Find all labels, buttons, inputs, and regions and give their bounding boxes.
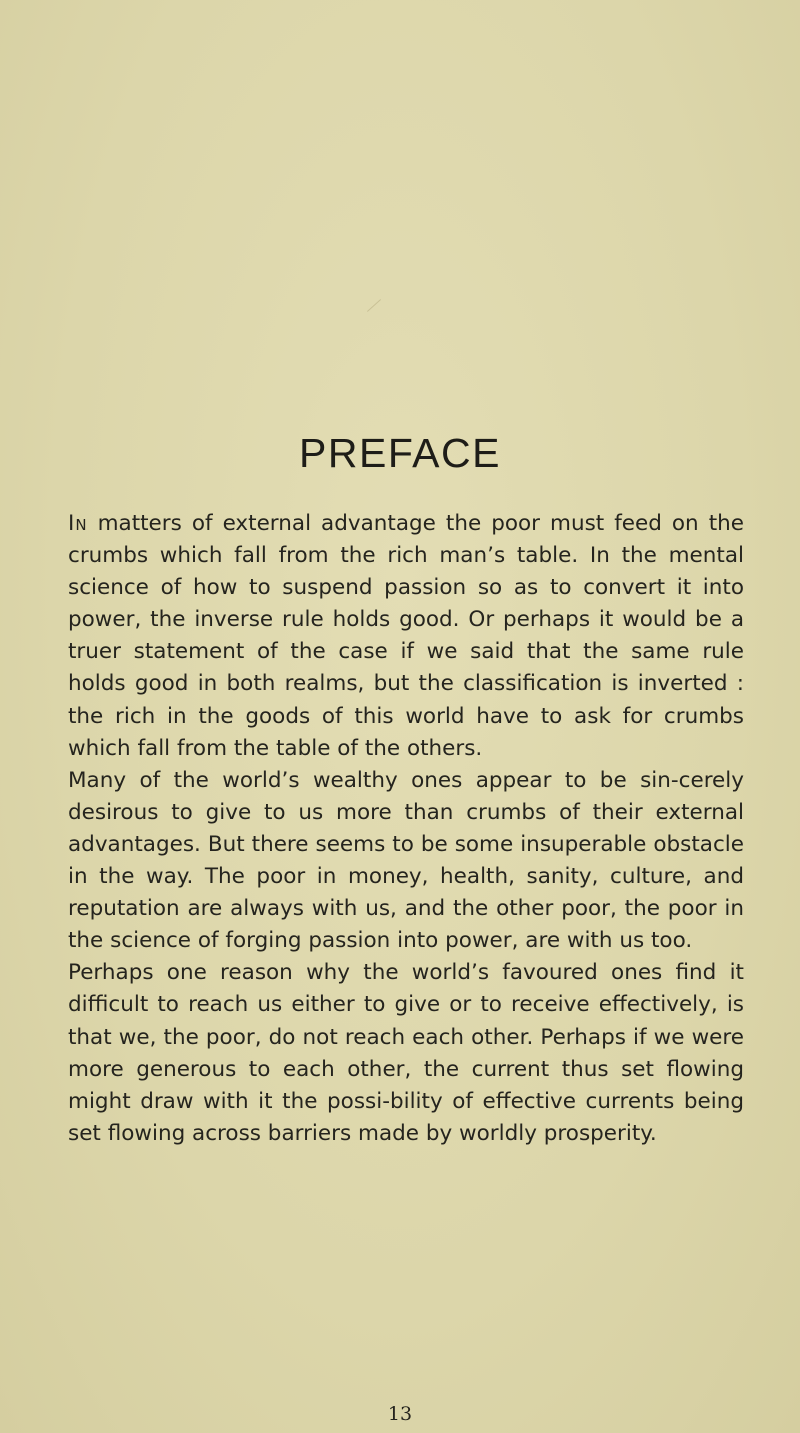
paragraph-2: Many of the world’s wealthy ones appear to be sin-cerely desirous to give to us more than crumbs of their external advantages. But there seems to be some insuperable obstacle in the way. The poor in money, health, sanity, culture, and reputation are always with us, and the other poor, the poor in the science of forging passion into power, are with us too. [68,767,744,954]
preface-body [68,508,744,1150]
paragraph-1 [68,508,744,765]
paragraph-3: Perhaps one reason why the world’s favoured ones find it difficult to reach us either to give or to receive effectively, is that we, the poor, do not reach each other. Perhaps if we were more generous to each other, the current thus set flowing might draw with it the possi-bility of effective currents being set flowing across barriers made by worldly prosperity. [68,960,744,1146]
paragraph-1-text: matters of external advantage the poor must feed on the crumbs which fall from the rich man’s table. In the mental science of how to suspend passion so as to convert it into power, the inverse rule holds good. Or perhaps it would be a truer statement of the case if we said that the same rule holds good in both realms, but the classification is inverted : the rich in the goods of this world have to ask for crumbs which fall from the table of the others. [68,511,744,761]
page-title: PREFACE [299,430,501,476]
page-number: 13 [387,1403,413,1425]
paragraph-1-lead: In [68,511,88,536]
